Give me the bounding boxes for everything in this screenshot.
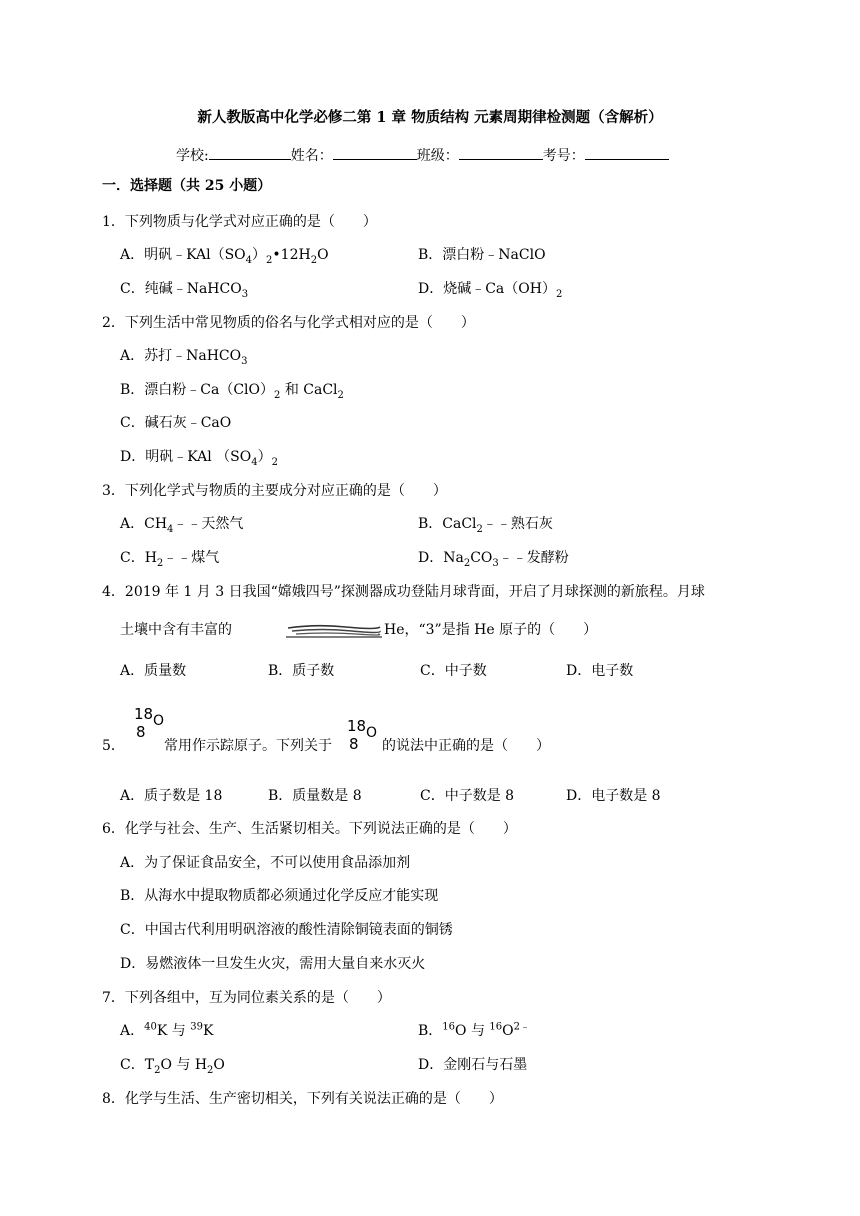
class-blank <box>459 144 543 160</box>
exam-no-label: 考号： <box>542 148 585 164</box>
question-6-option-c: C．中国古代利用明矾溶液的酸性清除铜镜表面的铜锈 <box>120 922 453 938</box>
school-label: 学校: <box>176 148 209 164</box>
question-4-option-a: A．质量数 <box>120 663 187 679</box>
name-blank <box>333 144 417 160</box>
question-1-option-a: A．明矾$﹣KAl(SO_4)_2•12H_2O$ <box>120 247 329 266</box>
question-5-stem-end: 的说法中正确的是（ ） <box>382 738 550 754</box>
question-2-option-b: B．漂白粉$﹣Ca(ClO)_2$ 和 CaCl$_2$ <box>120 382 344 401</box>
question-1-option-d: D．烧碱$﹣Ca(OH)_2$ <box>418 281 563 300</box>
question-4-stem-line2-start: 土壤中含有丰富的 <box>120 622 232 638</box>
oxygen-18-isotope-symbol: 18 8 O <box>134 705 165 741</box>
question-5-stem-middle: 常用作示踪原子。下列关于 <box>164 738 332 754</box>
question-7-option-d: D．金刚石与石墨 <box>418 1057 528 1073</box>
question-6-stem: 6．化学与社会、生产、生活紧切相关。下列说法正确的是（ ） <box>102 821 517 837</box>
question-6-option-d: D．易燃液体一旦发生火灾，需用大量自来水灭火 <box>120 956 426 972</box>
question-6-option-a: A．为了保证食品安全，不可以使用食品添加剂 <box>120 855 411 871</box>
question-7-option-b: B．$^{16}$O 与 $^{16}O^{2﹣}$ <box>418 1021 531 1039</box>
question-4-option-c: C．中子数 <box>420 663 487 679</box>
student-info-line <box>176 144 669 166</box>
question-3-option-a: A．$CH_4﹣﹣$天然气 <box>120 516 244 535</box>
question-7-option-a: A．$^{40}$K 与 $^{39}$K <box>120 1021 214 1039</box>
question-5-number: 5． <box>102 738 125 754</box>
question-5-option-c: C．中子数是 8 <box>420 788 515 804</box>
name-label: 姓名： <box>290 148 333 164</box>
question-5-option-d: D．电子数是 8 <box>566 788 661 804</box>
question-3-option-c: C．$H_2﹣﹣$煤气 <box>120 550 220 569</box>
question-4-stem-line2-end: He，“3”是指 He 原子的（ ） <box>384 622 598 638</box>
question-3-option-d: D．$Na_2CO_3﹣﹣$发酵粉 <box>418 550 569 569</box>
question-6-option-b: B．从海水中提取物质都必须通过化学反应才能实现 <box>120 888 439 904</box>
question-4-stem: 4．2019 年 1 月 3 日我国“嫦娥四号”探测器成功登陆月球背面，开启了月球探测的新旅程。月球 <box>102 584 705 600</box>
question-1-option-b: B．漂白粉﹣NaClO <box>418 247 546 263</box>
class-label: 班级： <box>416 148 459 164</box>
question-3-stem: 3．下列化学式与物质的主要成分对应正确的是（ ） <box>102 483 447 499</box>
question-2-option-c: C．碱石灰﹣CaO <box>120 415 232 431</box>
question-4-option-d: D．电子数 <box>566 663 634 679</box>
question-7-option-c: C．$T_2O$ 与 $H_2O$ <box>120 1057 225 1076</box>
question-8-stem: 8．化学与生活、生产密切相关，下列有关说法正确的是（ ） <box>102 1091 503 1107</box>
question-4-option-b: B．质子数 <box>268 663 335 679</box>
question-1-stem: 1．下列物质与化学式对应正确的是（ ） <box>102 214 377 230</box>
page-title: 新人教版高中化学必修二第 1 章 物质结构 元素周期律检测题（含解析） <box>197 109 663 126</box>
question-2-option-d: D．明矾﹣KAl $(SO_4)_2$ <box>120 449 278 468</box>
question-3-option-b: B．CaCl$_2$﹣﹣熟石灰 <box>418 516 553 535</box>
question-2-option-a: A．苏打﹣NaHCO$_3$ <box>120 348 248 367</box>
exam-no-blank <box>585 144 669 160</box>
section-title: 一．选择题（共 25 小题） <box>102 178 272 194</box>
isotope-image-placeholder <box>286 622 382 638</box>
question-5-option-a: A．质子数是 18 <box>120 788 223 804</box>
school-blank <box>209 144 291 160</box>
question-5-option-b: B．质量数是 8 <box>268 788 362 804</box>
question-7-stem: 7．下列各组中，互为同位素关系的是（ ） <box>102 990 391 1006</box>
question-2-stem: 2．下列生活中常见物质的俗名与化学式相对应的是（ ） <box>102 315 475 331</box>
oxygen-18-isotope-symbol-inline: 18 8 O <box>347 717 378 753</box>
question-1-option-c: C．纯碱﹣NaHCO$_3$ <box>120 281 249 300</box>
